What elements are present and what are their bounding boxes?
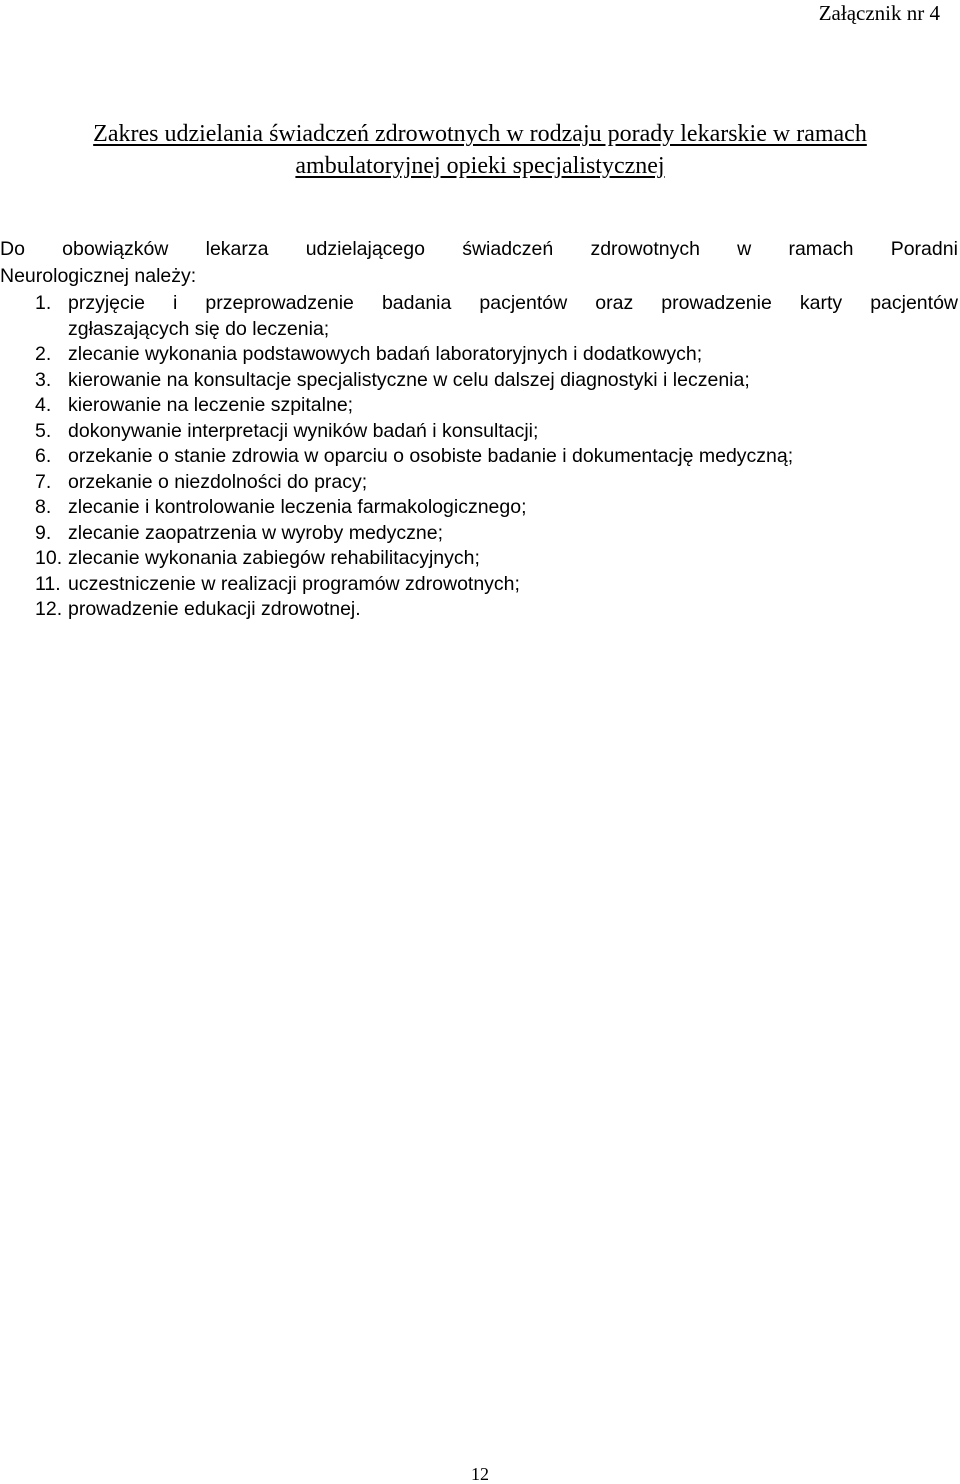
intro-word: Do [0,238,25,260]
list-item-text: zlecanie zaopatrzenia w wyroby medyczne; [68,521,444,544]
list-item [0,393,960,419]
list-item-text: uczestniczenie w realizacji programów zdrowotnych; [68,572,520,595]
list-item-number: 5. [35,419,52,442]
list-item-text: prowadzenie edukacji zdrowotnej. [68,598,361,620]
intro-paragraph [0,236,960,290]
list-item-first-line [68,291,958,317]
intro-line-2: Neurologicznej należy: [0,265,197,287]
list-item-number: 12. [35,598,63,620]
list-item [0,495,960,521]
list-item-text: orzekanie o niezdolności do pracy; [68,470,368,493]
intro-word: udzielającego [305,238,425,260]
list-item-number: 4. [35,394,52,416]
list-item-text: zlecanie wykonania zabiegów rehabilitacyjnych; [68,547,480,569]
list-item [0,368,960,394]
list-word: i [173,292,178,314]
intro-word: obowiązków [62,238,169,260]
list-item-text: dokonywanie interpretacji wyników badań i konsultacji; [68,419,539,442]
list-word: badania [381,292,452,314]
list-word: przeprowadzenie [205,292,354,314]
list-item-number: 6. [35,445,52,467]
title-line-1: Zakres udzielania świadczeń zdrowotnych w rodzaju porady lekarskie w ramach [93,121,867,147]
duties-list [0,291,960,623]
intro-word: świadczeń [462,238,554,260]
intro-word: ramach [788,238,854,260]
list-item [0,444,960,470]
list-item-text: kierowanie na konsultacje specjalistyczne w celu dalszej diagnostyki i leczenia; [68,368,750,391]
list-item [0,470,960,496]
list-item-number: 11. [35,572,61,595]
list-item [0,291,960,342]
document-title [0,118,960,182]
list-word: pacjentów [870,292,958,314]
intro-word: zdrowotnych [590,238,700,260]
list-word: karty [799,292,843,314]
list-item-text: kierowanie na leczenie szpitalne; [68,394,354,416]
list-item-text: orzekanie o stanie zdrowia w oparciu o osobiste badanie i dokumentację medyczną; [68,445,794,467]
annex-label: Załącznik nr 4 [818,1,940,25]
list-item-number: 10. [35,547,63,569]
list-item-number: 9. [35,521,52,544]
intro-line-1 [0,236,958,263]
list-item-text: zlecanie wykonania podstawowych badań laboratoryjnych i dodatkowych; [68,343,703,365]
list-item [0,419,960,445]
page-number: 12 [471,1464,489,1484]
list-item-number: 7. [35,470,52,493]
list-item-text [68,291,958,342]
list-item [0,572,960,598]
list-item-number: 8. [35,496,52,518]
list-item [0,342,960,368]
intro-word: w [737,238,752,260]
list-item [0,521,960,547]
list-item-number: 3. [35,368,52,391]
list-item-continuation: zgłaszających się do leczenia; [68,317,330,340]
list-word: pacjentów [479,292,568,314]
title-line-2: ambulatoryjnej opieki specjalistycznej [295,153,665,179]
intro-word: lekarza [205,238,269,260]
list-item-number: 1. [35,292,52,314]
list-word: przyjęcie [68,292,145,314]
list-item-number: 2. [35,343,52,365]
list-word: oraz [595,292,634,314]
list-item-text: zlecanie i kontrolowanie leczenia farmakologicznego; [68,496,527,518]
list-item [0,546,960,572]
intro-word: Poradni [890,238,958,260]
list-word: prowadzenie [661,292,772,314]
list-item [0,597,960,623]
